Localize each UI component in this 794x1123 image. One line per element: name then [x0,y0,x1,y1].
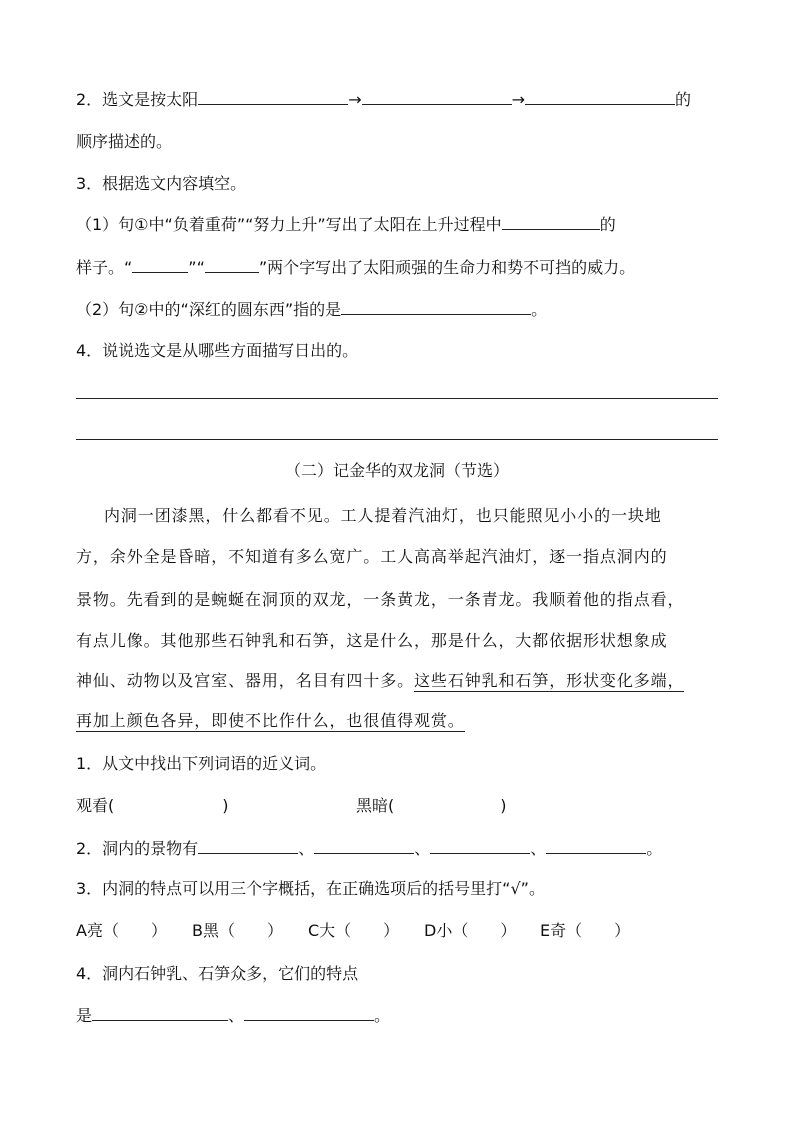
arrow: → [348,90,362,109]
passage-line [76,670,684,692]
answer-blank[interactable] [132,256,188,273]
answer-blank[interactable] [198,837,298,854]
passage-question-4: 4．洞内石钟乳、石笋众多，它们的特点 [76,964,359,983]
question-2 [76,88,691,111]
passage-question-1: 1．从文中找出下列词语的近义词。 [76,754,327,773]
option-c[interactable]: C大（ ） [308,921,400,940]
answer-blank[interactable] [198,88,348,105]
question-4: 4．说说选文是从哪些方面描写日出的。 [76,341,359,360]
question-3-1-continuation [76,256,635,279]
passage-line: 有点儿像。其他那些石钟乳和石笋，这是什么，那是什么，大都依据形状想象成 [76,631,668,650]
passage-text: 神仙、动物以及宫室、器用，名目有四十多。 [76,671,415,690]
option-b[interactable]: B黑（ ） [192,921,283,940]
answer-blank[interactable] [502,213,600,230]
passage-line: 景物。先看到的是蜿蜒在洞顶的双龙，一条黄龙，一条青龙。我顺着他的指点看， [76,590,685,609]
passage-line: 内洞一团漆黑，什么都看不见。工人提着汽油灯，也只能照见小小的一块地 [104,506,662,525]
passage-question-2 [76,837,662,860]
synonym-label: 黑暗( [356,796,395,815]
question-3-2 [76,298,547,321]
question-3-2-suffix: 。 [531,300,548,319]
answer-line[interactable] [76,398,718,399]
answer-blank[interactable] [362,88,512,105]
question-3-1-suffix: 的 [599,215,616,234]
arrow: → [511,90,525,109]
question-text: 2．洞内的景物有 [76,839,199,858]
answer-blank[interactable] [430,837,530,854]
section-title: （二）记金华的双龙洞（节选） [284,461,509,480]
option-d[interactable]: D小（ ） [424,921,517,940]
question-3: 3．根据选文内容填空。 [76,174,247,193]
passage-line [76,710,465,732]
question-3-1b-prefix: 样子。“ [76,258,133,277]
question-2-continuation: 顺序描述的。 [76,132,173,151]
synonym-item-a [76,795,229,817]
answer-blank[interactable] [92,1004,228,1021]
separator: 、 [298,839,315,858]
question-2-suffix: 的 [675,90,692,109]
question-3-1 [76,213,616,236]
answer-line[interactable] [76,439,718,440]
answer-blank[interactable] [525,88,675,105]
separator: 、 [414,839,431,858]
question-2-prefix: 2．选文是按太阳 [76,90,199,109]
question-text: 是 [76,1006,93,1025]
underlined-sentence: 再加上颜色各异，即使不比作什么，也很值得观赏。 [76,711,465,730]
option-e[interactable]: E奇（ ） [540,921,631,940]
passage-question-4-continuation [76,1004,390,1027]
question-3-1b-mid: ”“ [188,258,205,277]
separator: 、 [228,1006,245,1025]
passage-question-3: 3．内洞的特点可以用三个字概括，在正确选项后的括号里打“√”。 [76,879,545,898]
question-3-2-text: （2）句②中的“深红的圆东西”指的是 [76,300,342,319]
answer-blank[interactable] [546,837,646,854]
option-row [76,920,650,942]
question-suffix: 。 [646,839,663,858]
answer-blank[interactable] [314,837,414,854]
answer-blank[interactable] [205,256,259,273]
question-3-1-text: （1）句①中“负着重荷”“努力上升”写出了太阳在上升过程中 [76,215,502,234]
underlined-sentence: 这些石钟乳和石笋，形状变化多端， [414,671,685,690]
close-paren: ) [222,796,229,815]
passage-line: 方，余外全是昏暗，不知道有多么宽广。工人高高举起汽油灯，逐一指点洞内的 [76,547,668,566]
close-paren: ) [500,796,507,815]
option-a[interactable]: A亮（ ） [76,921,167,940]
synonym-label: 观看( [76,796,115,815]
synonym-item-b [356,795,507,817]
question-3-1b-suffix: ”两个字写出了太阳顽强的生命力和势不可挡的威力。 [258,258,636,277]
question-suffix: 。 [374,1006,391,1025]
answer-blank[interactable] [244,1004,374,1021]
separator: 、 [530,839,547,858]
answer-blank[interactable] [341,298,531,315]
